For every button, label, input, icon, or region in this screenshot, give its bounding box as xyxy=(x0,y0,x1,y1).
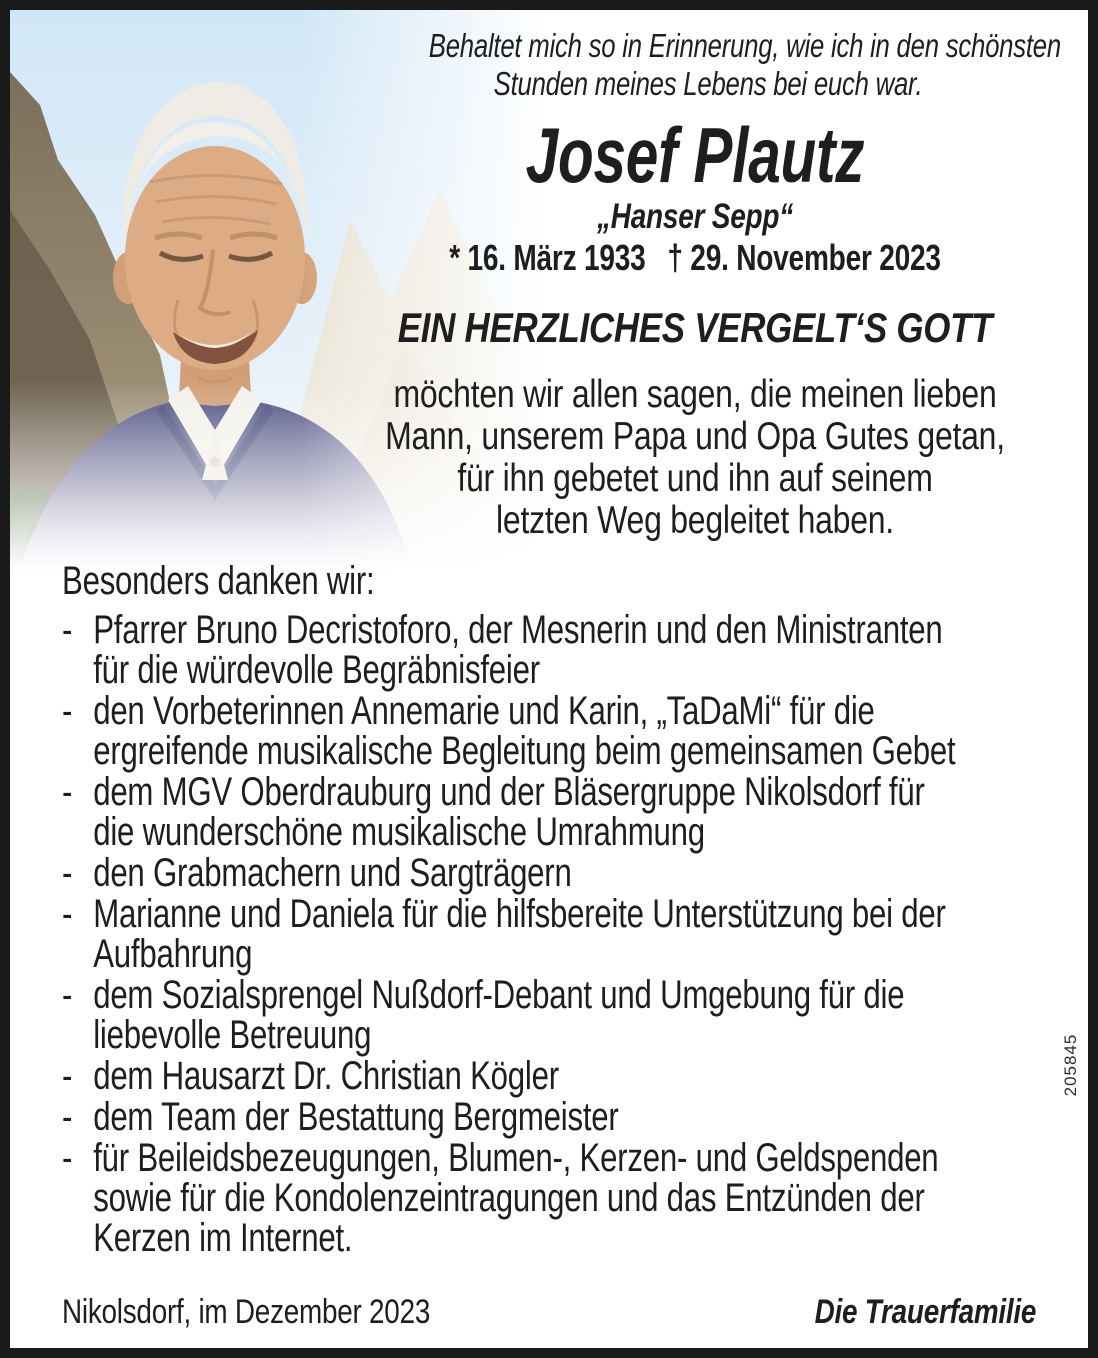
memorial-quote-line: Behaltet mich so in Erinnerung, wie ich in den schönsten xyxy=(428,27,1061,64)
list-item-line: Marianne und Daniela für die hilfsbereite Unterstützung bei der xyxy=(93,892,946,936)
list-item-line: Kerzen im Internet. xyxy=(93,1216,353,1260)
list-item-line: Aufbahrung xyxy=(93,932,253,976)
list-bullet: - xyxy=(62,851,73,895)
list-item xyxy=(62,1056,1053,1096)
list-item xyxy=(62,1097,1053,1137)
deceased-nickname: „Hanser Sepp“ xyxy=(596,197,794,236)
list-item-line: ergreifende musikalische Begleitung beim gemeinsamen Gebet xyxy=(93,729,956,773)
list-item xyxy=(62,894,1053,974)
intro-line: letzten Weg begleitet haben. xyxy=(496,499,894,542)
memorial-quote-line: Stunden meines Lebens bei euch war. xyxy=(493,65,923,102)
list-item-line: dem MGV Oberdrauburg und der Bläsergruppe Nikolsdorf für xyxy=(93,770,925,814)
list-bullet: - xyxy=(62,608,73,652)
list-item xyxy=(62,853,1053,893)
death-date: † 29. November 2023 xyxy=(667,237,941,278)
list-bullet: - xyxy=(62,892,73,936)
mourning-family-signature: Die Trauerfamilie xyxy=(814,1293,1036,1331)
list-item-line: dem Team der Bestattung Bergmeister xyxy=(93,1095,619,1139)
list-bullet: - xyxy=(62,689,73,733)
list-item-line: liebevolle Betreuung xyxy=(93,1013,372,1057)
list-item-line: dem Sozialsprengel Nußdorf-Debant und Umgebung für die xyxy=(93,973,905,1017)
intro-line: für ihn gebetet und ihn auf seinem xyxy=(457,457,933,500)
headline: EIN HERZLICHES VERGELT‘S GOTT xyxy=(397,304,993,351)
list-bullet: - xyxy=(62,770,73,814)
list-item xyxy=(62,691,1053,771)
deceased-name: Josef Plautz xyxy=(525,111,865,199)
list-bullet: - xyxy=(62,1054,73,1098)
thanks-heading: Besonders danken wir: xyxy=(62,559,375,603)
reference-number: 205845 xyxy=(1061,1033,1080,1097)
list-item xyxy=(62,975,1053,1055)
memorial-quote xyxy=(428,27,1061,103)
list-item-line: für Beileidsbezeugungen, Blumen-, Kerzen- und Geldspenden xyxy=(93,1136,939,1180)
place-and-date: Nikolsdorf, im Dezember 2023 xyxy=(62,1293,431,1331)
intro-line: möchten wir allen sagen, die meinen lieben xyxy=(393,373,997,416)
list-bullet: - xyxy=(62,1095,73,1139)
list-item-line: sowie für die Kondolenzeintragungen und das Entzünden der xyxy=(93,1176,925,1220)
intro-line: Mann, unserem Papa und Opa Gutes getan, xyxy=(385,415,1005,458)
list-item-line: den Vorbeterinnen Annemarie und Karin, „TaDaMi“ für die xyxy=(93,689,875,733)
list-item xyxy=(62,1138,1053,1258)
list-item-line: dem Hausarzt Dr. Christian Kögler xyxy=(93,1054,559,1098)
list-item-line: die wunderschöne musikalische Umrahmung xyxy=(93,810,705,854)
list-item-line: den Grabmachern und Sargträgern xyxy=(93,851,572,895)
list-bullet: - xyxy=(62,1136,73,1180)
list-item-line: Pfarrer Bruno Decristoforo, der Mesnerin und den Ministranten xyxy=(93,608,943,652)
life-dates xyxy=(352,238,1038,278)
birth-date: * 16. März 1933 xyxy=(449,237,646,278)
thanks-section xyxy=(62,560,1053,1259)
list-item xyxy=(62,610,1053,690)
intro-paragraph xyxy=(334,374,1056,542)
list-item-line: für die würdevolle Begräbnisfeier xyxy=(93,648,540,692)
list-item xyxy=(62,772,1053,852)
list-bullet: - xyxy=(62,973,73,1017)
